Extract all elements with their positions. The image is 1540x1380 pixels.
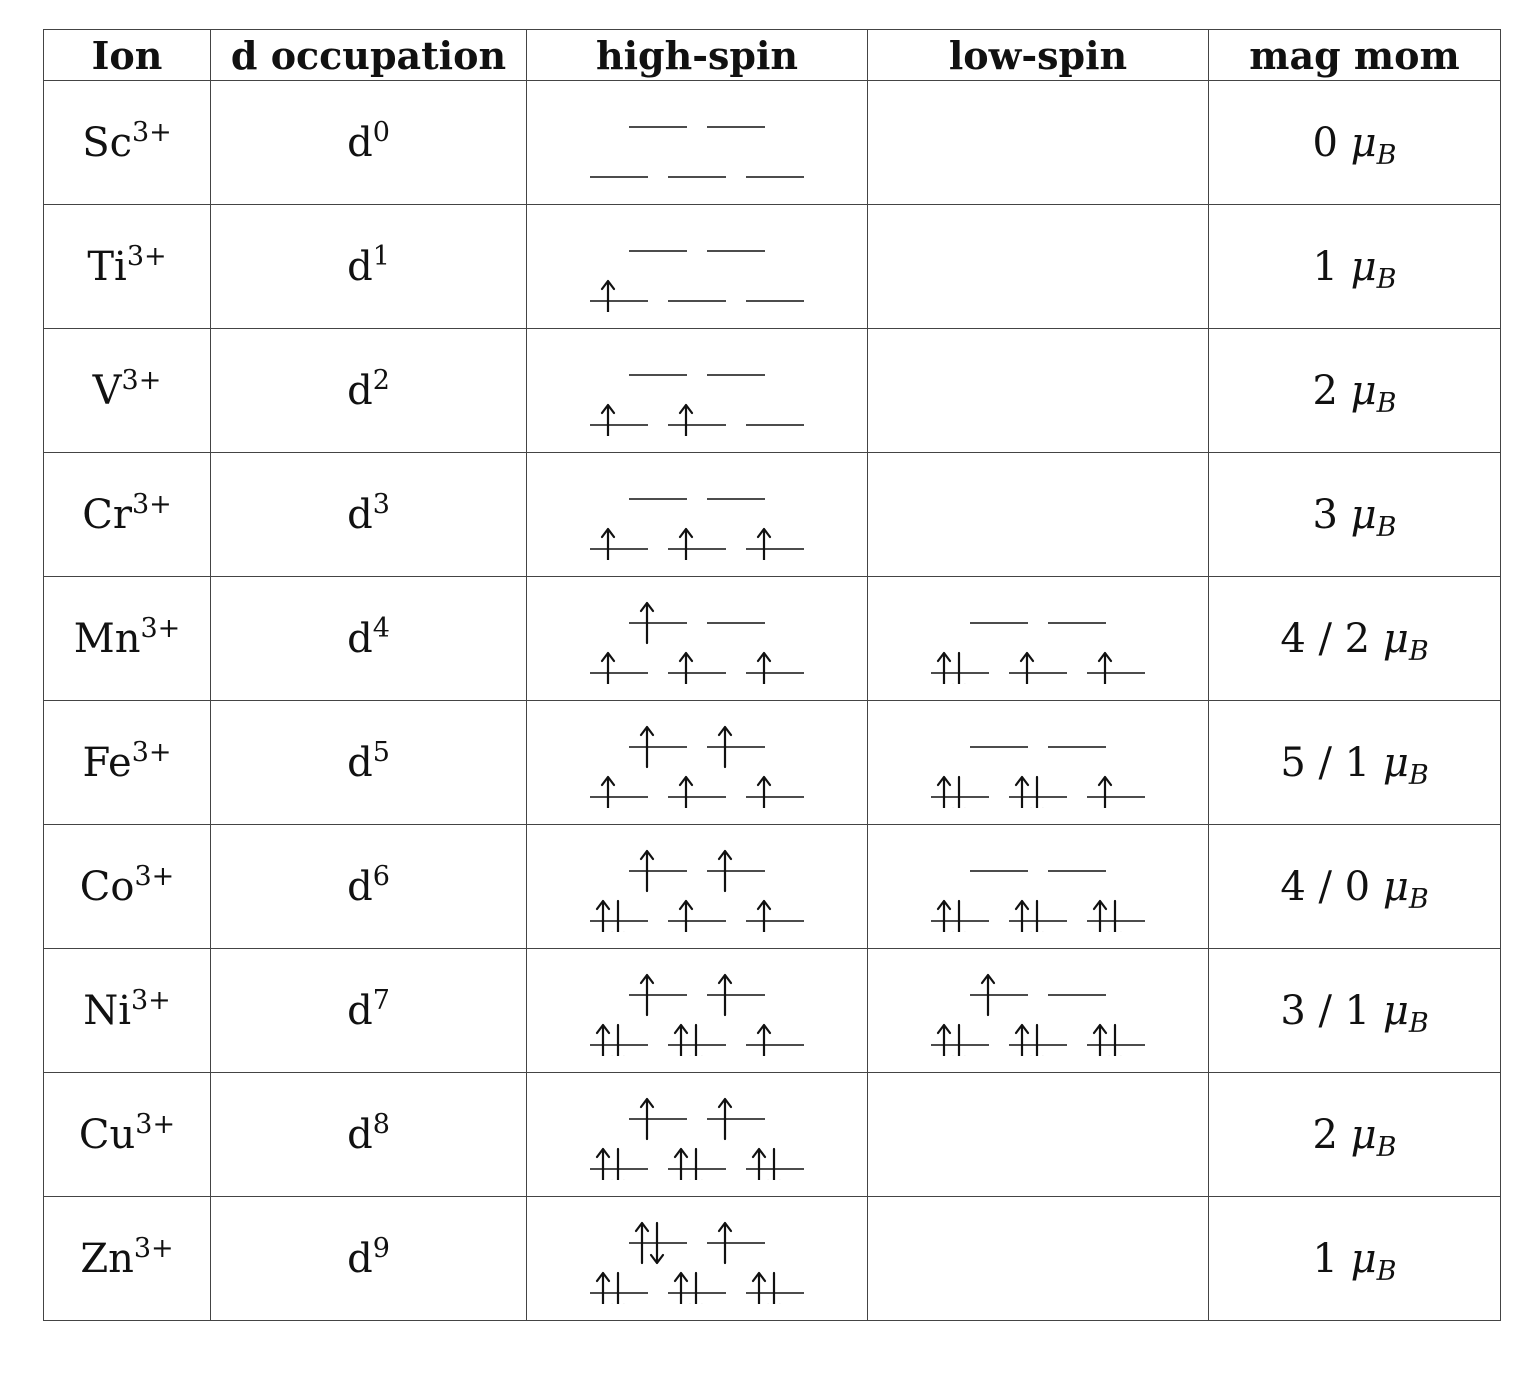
occupation-base: d: [347, 739, 373, 786]
mu-subscript: B: [1376, 1255, 1397, 1287]
t2g-orbital-level: [1087, 901, 1145, 932]
spin-down-arrow-icon: [768, 1149, 780, 1180]
occupation-base: d: [347, 119, 373, 166]
mag-mom-cell: [1209, 825, 1501, 949]
spin-up-arrow-icon: [680, 777, 692, 808]
spin-up-arrow-icon: [758, 529, 770, 560]
t2g-orbital-level: [746, 653, 804, 684]
mu-symbol: μ: [1350, 119, 1377, 166]
ion-cell: [44, 1197, 211, 1321]
mu-subscript: B: [1376, 511, 1397, 543]
eg-orbital-level: [707, 727, 765, 767]
spin-up-arrow-icon: [680, 405, 692, 436]
eg-orbital-level: [629, 975, 687, 1015]
spin-up-arrow-icon: [1099, 777, 1111, 808]
t2g-orbital-level: [590, 1273, 648, 1304]
spin-down-arrow-icon: [612, 901, 624, 932]
high-spin-cell: [527, 205, 868, 329]
mu-symbol: μ: [1382, 987, 1409, 1034]
high-spin-cell: [527, 329, 868, 453]
high-spin-diagram: [582, 1090, 812, 1180]
ion-cell: [44, 949, 211, 1073]
mu-subscript: B: [1408, 759, 1429, 791]
t2g-orbital-level: [746, 529, 804, 560]
spin-up-arrow-icon: [597, 1273, 609, 1304]
low-spin-cell: [868, 949, 1209, 1073]
d-occupation-cell: [211, 1073, 527, 1197]
mag-mom-cell: [1209, 329, 1501, 453]
ion-charge: 3+: [133, 1232, 174, 1264]
header-row: [44, 30, 1501, 81]
spin-up-arrow-icon: [758, 901, 770, 932]
spin-down-arrow-icon: [953, 653, 965, 684]
low-spin-diagram: [923, 842, 1153, 932]
ion-cell: [44, 701, 211, 825]
low-spin-diagram: [923, 594, 1153, 684]
spin-up-arrow-icon: [680, 901, 692, 932]
high-spin-diagram: [582, 718, 812, 808]
mag-mom-cell: [1209, 205, 1501, 329]
table-row: [44, 453, 1501, 577]
high-spin-cell: [527, 949, 868, 1073]
ion-cell: [44, 81, 211, 205]
t2g-orbital-level: [668, 777, 726, 808]
high-spin-diagram: [582, 222, 812, 312]
mu-symbol: μ: [1350, 367, 1377, 414]
ion-charge: 3+: [121, 364, 162, 396]
spin-up-arrow-icon: [597, 1025, 609, 1056]
spin-up-arrow-icon: [758, 1025, 770, 1056]
t2g-orbital-level: [668, 1025, 726, 1056]
t2g-orbital-level: [1009, 653, 1067, 684]
spin-down-arrow-icon: [690, 1273, 702, 1304]
low-spin-diagram: [923, 966, 1153, 1056]
eg-orbital-level: [629, 1099, 687, 1139]
spin-up-arrow-icon: [675, 1025, 687, 1056]
occupation-base: d: [347, 243, 373, 290]
d-occupation-cell: [211, 1197, 527, 1321]
t2g-orbital-level: [590, 653, 648, 684]
mag-mom-cell: [1209, 1073, 1501, 1197]
ion-symbol: Ni: [83, 987, 131, 1034]
low-spin-cell: [868, 1197, 1209, 1321]
t2g-orbital-level: [931, 653, 989, 684]
spin-down-arrow-icon: [690, 1025, 702, 1056]
spin-up-arrow-icon: [597, 1149, 609, 1180]
occupation-exponent: 6: [372, 860, 390, 892]
high-spin-cell: [527, 701, 868, 825]
spin-down-arrow-icon: [768, 1273, 780, 1304]
spin-up-arrow-icon: [938, 1025, 950, 1056]
low-spin-cell: [868, 81, 1209, 205]
low-spin-cell: [868, 825, 1209, 949]
spin-down-arrow-icon: [1109, 901, 1121, 932]
ion-charge: 3+: [126, 240, 167, 272]
d-occupation-cell: [211, 825, 527, 949]
low-spin-cell: [868, 205, 1209, 329]
d-occupation-cell: [211, 453, 527, 577]
t2g-orbital-level: [1009, 777, 1067, 808]
mu-subscript: B: [1408, 635, 1429, 667]
spin-down-arrow-icon: [1109, 1025, 1121, 1056]
t2g-orbital-level: [746, 777, 804, 808]
eg-orbital-level: [707, 975, 765, 1015]
table-row: [44, 1073, 1501, 1197]
ion-symbol: Ti: [87, 243, 127, 290]
t2g-orbital-level: [1009, 1025, 1067, 1056]
mu-symbol: μ: [1350, 1235, 1377, 1282]
occupation-exponent: 7: [372, 984, 390, 1016]
t2g-orbital-level: [668, 653, 726, 684]
spin-up-arrow-icon: [602, 653, 614, 684]
mag-mom-value: 4 / 2: [1280, 615, 1371, 662]
t2g-orbital-level: [668, 529, 726, 560]
ion-charge: 3+: [131, 488, 172, 520]
spin-up-arrow-icon: [758, 653, 770, 684]
spin-up-arrow-icon: [753, 1273, 765, 1304]
eg-orbital-level: [707, 851, 765, 891]
t2g-orbital-level: [590, 405, 648, 436]
mu-subscript: B: [1376, 387, 1397, 419]
t2g-orbital-level: [668, 1149, 726, 1180]
mu-symbol: μ: [1382, 863, 1409, 910]
spin-up-arrow-icon: [602, 281, 614, 312]
table-row: [44, 949, 1501, 1073]
table-row: [44, 329, 1501, 453]
t2g-orbital-level: [590, 1149, 648, 1180]
table-row: [44, 1197, 1501, 1321]
occupation-exponent: 3: [372, 488, 390, 520]
mag-mom-cell: [1209, 453, 1501, 577]
t2g-orbital-level: [590, 1025, 648, 1056]
t2g-orbital-level: [931, 777, 989, 808]
spin-down-arrow-icon: [953, 1025, 965, 1056]
spin-up-arrow-icon: [602, 529, 614, 560]
low-spin-cell: [868, 1073, 1209, 1197]
spin-up-arrow-icon: [1021, 653, 1033, 684]
ion-charge: 3+: [135, 1108, 176, 1140]
t2g-orbital-level: [590, 529, 648, 560]
high-spin-diagram: [582, 1214, 812, 1304]
mu-symbol: μ: [1350, 243, 1377, 290]
table-row: [44, 205, 1501, 329]
ion-symbol: Sc: [82, 119, 132, 166]
spin-down-arrow-icon: [612, 1273, 624, 1304]
mag-mom-cell: [1209, 949, 1501, 1073]
spin-up-arrow-icon: [938, 777, 950, 808]
t2g-orbital-level: [590, 281, 648, 312]
mag-mom-value: 1: [1312, 243, 1338, 290]
high-spin-cell: [527, 81, 868, 205]
ion-symbol: Co: [79, 863, 135, 910]
occupation-base: d: [347, 1235, 373, 1282]
high-spin-cell: [527, 1197, 868, 1321]
spin-up-arrow-icon: [1094, 1025, 1106, 1056]
t2g-orbital-level: [746, 1025, 804, 1056]
spin-down-arrow-icon: [612, 1025, 624, 1056]
mu-subscript: B: [1376, 1131, 1397, 1163]
spin-up-arrow-icon: [602, 405, 614, 436]
ion-charge: 3+: [132, 116, 172, 148]
mag-mom-cell: [1209, 81, 1501, 205]
d-occupation-cell: [211, 81, 527, 205]
mag-mom-value: 1: [1312, 1235, 1338, 1282]
spin-up-arrow-icon: [602, 777, 614, 808]
mu-subscript: B: [1376, 263, 1397, 295]
high-spin-cell: [527, 825, 868, 949]
header-mag-mom: mag mom: [1209, 30, 1501, 81]
mag-mom-value: 4 / 0: [1280, 863, 1371, 910]
high-spin-diagram: [582, 594, 812, 684]
high-spin-diagram: [582, 842, 812, 932]
d-occupation-cell: [211, 205, 527, 329]
low-spin-cell: [868, 577, 1209, 701]
mag-mom-cell: [1209, 1197, 1501, 1321]
table-row: [44, 81, 1501, 205]
t2g-orbital-level: [668, 1273, 726, 1304]
header-d-occupation: d occupation: [211, 30, 527, 81]
header-ion: Ion: [44, 30, 211, 81]
d-occupation-cell: [211, 577, 527, 701]
mag-mom-value: 5 / 1: [1280, 739, 1371, 786]
eg-orbital-level: [970, 975, 1028, 1015]
d-occupation-cell: [211, 329, 527, 453]
occupation-base: d: [347, 491, 373, 538]
spin-up-arrow-icon: [675, 1273, 687, 1304]
t2g-orbital-level: [746, 901, 804, 932]
occupation-exponent: 4: [372, 612, 390, 644]
ion-cell: [44, 329, 211, 453]
t2g-orbital-level: [931, 901, 989, 932]
mag-mom-cell: [1209, 577, 1501, 701]
mu-subscript: B: [1408, 883, 1429, 915]
high-spin-diagram: [582, 346, 812, 436]
ion-symbol: V: [92, 367, 122, 414]
t2g-orbital-level: [1087, 777, 1145, 808]
ion-cell: [44, 1073, 211, 1197]
low-spin-cell: [868, 701, 1209, 825]
ion-symbol: Zn: [80, 1235, 134, 1282]
spin-up-arrow-icon: [1099, 653, 1111, 684]
high-spin-cell: [527, 453, 868, 577]
spin-up-arrow-icon: [597, 901, 609, 932]
ion-symbol: Cu: [78, 1111, 136, 1158]
mag-mom-value: 3: [1312, 491, 1338, 538]
spin-up-arrow-icon: [675, 1149, 687, 1180]
t2g-orbital-level: [1087, 1025, 1145, 1056]
occupation-exponent: 0: [372, 116, 390, 148]
occupation-exponent: 1: [372, 240, 390, 272]
mu-symbol: μ: [1382, 615, 1409, 662]
ion-symbol: Fe: [82, 739, 132, 786]
mu-subscript: B: [1408, 1007, 1429, 1039]
ion-cell: [44, 453, 211, 577]
occupation-base: d: [347, 1111, 373, 1158]
spin-up-arrow-icon: [1094, 901, 1106, 932]
occupation-exponent: 2: [372, 364, 390, 396]
t2g-orbital-level: [746, 1149, 804, 1180]
eg-orbital-level: [707, 1223, 765, 1263]
ion-cell: [44, 205, 211, 329]
ion-symbol: Mn: [73, 615, 141, 662]
mu-symbol: μ: [1350, 1111, 1377, 1158]
occupation-base: d: [347, 863, 373, 910]
eg-orbital-level: [629, 727, 687, 767]
occupation-exponent: 8: [372, 1108, 390, 1140]
spin-down-arrow-icon: [690, 1149, 702, 1180]
t2g-orbital-level: [1087, 653, 1145, 684]
d-electron-configuration-table: [43, 29, 1501, 1321]
low-spin-cell: [868, 453, 1209, 577]
t2g-orbital-level: [746, 1273, 804, 1304]
ion-charge: 3+: [134, 860, 175, 892]
table-body: [44, 81, 1501, 1321]
spin-down-arrow-icon: [953, 901, 965, 932]
high-spin-cell: [527, 1073, 868, 1197]
mag-mom-value: 2: [1312, 1111, 1338, 1158]
spin-down-arrow-icon: [953, 777, 965, 808]
t2g-orbital-level: [590, 901, 648, 932]
t2g-orbital-level: [668, 901, 726, 932]
spin-up-arrow-icon: [758, 777, 770, 808]
table-row: [44, 701, 1501, 825]
high-spin-cell: [527, 577, 868, 701]
occupation-base: d: [347, 987, 373, 1034]
spin-down-arrow-icon: [1031, 901, 1043, 932]
spin-down-arrow-icon: [1031, 777, 1043, 808]
d-occupation-cell: [211, 949, 527, 1073]
mag-mom-value: 3 / 1: [1280, 987, 1371, 1034]
mu-symbol: μ: [1350, 491, 1377, 538]
table-row: [44, 577, 1501, 701]
spin-down-arrow-icon: [612, 1149, 624, 1180]
mu-subscript: B: [1376, 139, 1397, 171]
spin-up-arrow-icon: [753, 1149, 765, 1180]
spin-up-arrow-icon: [1016, 1025, 1028, 1056]
occupation-exponent: 9: [372, 1232, 390, 1264]
spin-up-arrow-icon: [938, 901, 950, 932]
high-spin-diagram: [582, 98, 812, 188]
ion-cell: [44, 577, 211, 701]
spin-up-arrow-icon: [1016, 901, 1028, 932]
eg-orbital-level: [629, 851, 687, 891]
low-spin-cell: [868, 329, 1209, 453]
eg-orbital-level: [629, 1223, 687, 1263]
spin-up-arrow-icon: [1016, 777, 1028, 808]
eg-orbital-level: [629, 603, 687, 643]
mag-mom-value: 2: [1312, 367, 1338, 414]
t2g-orbital-level: [931, 1025, 989, 1056]
ion-charge: 3+: [140, 612, 181, 644]
high-spin-diagram: [582, 966, 812, 1056]
header-low-spin: low-spin: [868, 30, 1209, 81]
header-high-spin: high-spin: [527, 30, 868, 81]
t2g-orbital-level: [668, 405, 726, 436]
occupation-base: d: [347, 615, 373, 662]
mag-mom-value: 0: [1312, 119, 1338, 166]
mag-mom-cell: [1209, 701, 1501, 825]
ion-symbol: Cr: [82, 491, 132, 538]
table-row: [44, 825, 1501, 949]
spin-up-arrow-icon: [680, 653, 692, 684]
t2g-orbital-level: [1009, 901, 1067, 932]
spin-down-arrow-icon: [1031, 1025, 1043, 1056]
ion-charge: 3+: [131, 736, 172, 768]
low-spin-diagram: [923, 718, 1153, 808]
occupation-exponent: 5: [372, 736, 390, 768]
eg-orbital-level: [707, 1099, 765, 1139]
d-occupation-cell: [211, 701, 527, 825]
spin-up-arrow-icon: [680, 529, 692, 560]
t2g-orbital-level: [590, 777, 648, 808]
ion-charge: 3+: [130, 984, 171, 1016]
occupation-base: d: [347, 367, 373, 414]
spin-up-arrow-icon: [938, 653, 950, 684]
mu-symbol: μ: [1382, 739, 1409, 786]
ion-cell: [44, 825, 211, 949]
high-spin-diagram: [582, 470, 812, 560]
